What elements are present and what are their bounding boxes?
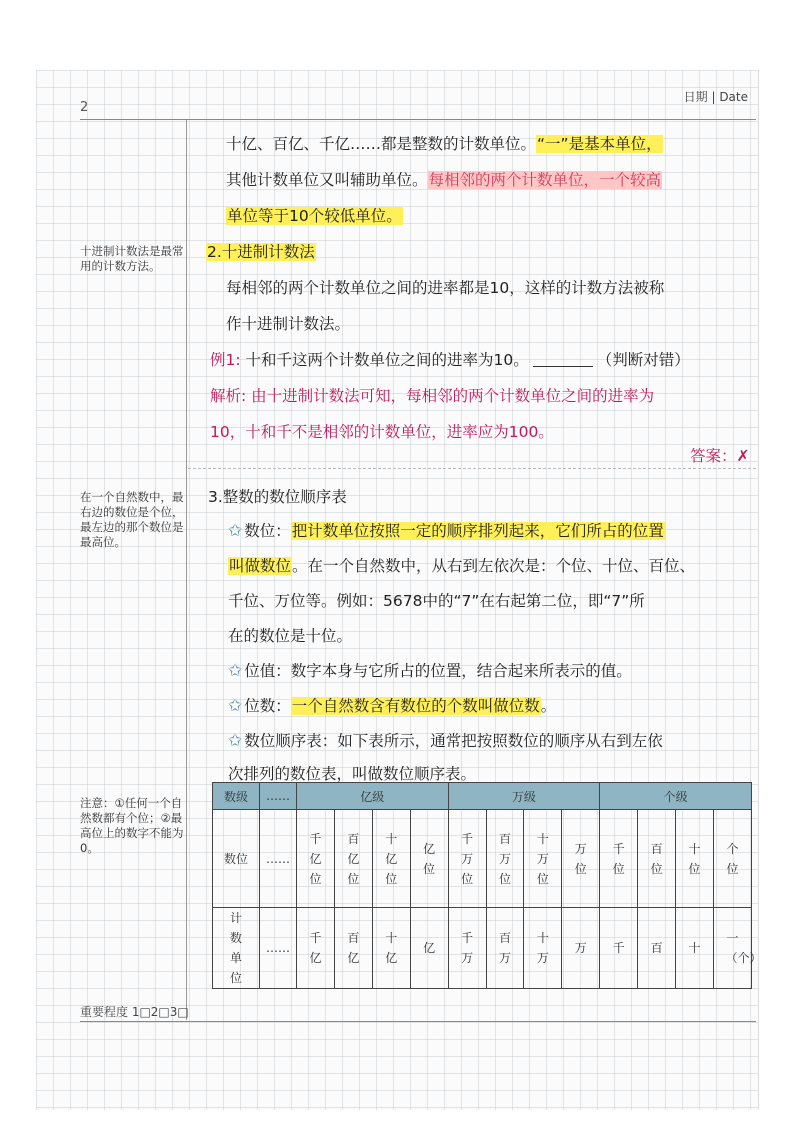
section-2-title-text: 2.十进制计数法 bbox=[207, 243, 315, 261]
example-label: 例1: bbox=[210, 351, 241, 369]
table-header-row bbox=[213, 783, 752, 810]
definition-order-table bbox=[228, 729, 663, 751]
definition-digit-place-4: 在的数位是十位。 bbox=[228, 627, 353, 645]
table-row bbox=[213, 810, 752, 908]
definition-place-value bbox=[228, 659, 632, 681]
answer-blank bbox=[533, 352, 593, 367]
definition-label: 数位： bbox=[244, 522, 291, 540]
star-icon: ✩ bbox=[228, 521, 243, 541]
margin-line bbox=[186, 120, 187, 1020]
para-1-highlight: “一”是基本单位， bbox=[537, 135, 662, 153]
date-label: 日期 | Date bbox=[683, 90, 748, 104]
order-table-text-1: 数位顺序表：如下表所示，通常把按照数位的顺序从右到左依 bbox=[244, 732, 663, 750]
definition-digit-place-3: 千位、万位等。例如：5678中的“7”在右起第二位，即“7”所 bbox=[228, 592, 645, 610]
section-divider bbox=[188, 468, 756, 469]
place-value-text: 位值：数字本身与它所占的位置，结合起来所表示的值。 bbox=[244, 662, 632, 680]
table-header-cell: 亿级 bbox=[297, 783, 449, 810]
definition-digit-count bbox=[228, 694, 556, 716]
table-cell: 百位 bbox=[638, 810, 676, 908]
para-1-text: 十亿、百亿、千亿……都是整数的计数单位。 bbox=[226, 135, 537, 153]
table-cell: 千位 bbox=[600, 810, 638, 908]
definition-digit-place bbox=[228, 519, 665, 541]
table-cell: 亿 bbox=[410, 908, 448, 989]
table-cell: 亿位 bbox=[410, 810, 448, 908]
star-icon: ✩ bbox=[228, 661, 243, 681]
table-cell: 百万位 bbox=[486, 810, 524, 908]
side-note-caution: 注意：①任何一个自然数都有个位；②最高位上的数字不能为0。 bbox=[80, 796, 184, 855]
place-value-table bbox=[212, 782, 762, 989]
definition-highlight: 把计数单位按照一定的顺序排列起来，它们所占的位置 bbox=[291, 522, 664, 540]
top-rule bbox=[80, 119, 756, 120]
row-label: 数位 bbox=[213, 810, 260, 908]
table-cell: 万位 bbox=[562, 810, 600, 908]
section-3-title: 3.整数的数位顺序表 bbox=[208, 488, 347, 506]
side-note-digits: 在一个自然数中，最右边的数位是个位，最左边的那个数位是最高位。 bbox=[80, 490, 184, 549]
para-3 bbox=[226, 204, 403, 226]
analysis-text-1: 由十进制计数法可知，每相邻的两个计数单位之间的进率为 bbox=[251, 387, 655, 405]
answer-text: 答案：✗ bbox=[690, 447, 750, 465]
table-header-cell: 个级 bbox=[600, 783, 752, 810]
table-cell: 千亿 bbox=[297, 908, 335, 989]
table-cell: 千亿位 bbox=[297, 810, 335, 908]
table-header-cell: 万级 bbox=[448, 783, 600, 810]
table-cell: 千 bbox=[600, 908, 638, 989]
section-2-line-1: 每相邻的两个计数单位之间的进率都是10，这样的计数方法被称 bbox=[226, 279, 665, 297]
table-cell: 万 bbox=[562, 908, 600, 989]
table-cell: 千万位 bbox=[448, 810, 486, 908]
digit-count-label: 位数： bbox=[244, 697, 291, 715]
para-2-highlight: 每相邻的两个计数单位，一个较高 bbox=[428, 171, 662, 189]
table-cell: 十万位 bbox=[524, 810, 562, 908]
table-cell: 百万 bbox=[486, 908, 524, 989]
para-3-highlight: 单位等于10个较低单位。 bbox=[227, 207, 402, 225]
definition-digit-place-2 bbox=[228, 554, 695, 576]
side-note-decimal: 十进制计数法是最常用的计数方法。 bbox=[80, 244, 184, 273]
analysis-line-1 bbox=[210, 384, 654, 406]
table-cell: 十 bbox=[676, 908, 714, 989]
table-cell: 十位 bbox=[676, 810, 714, 908]
table-cell: 百 bbox=[638, 908, 676, 989]
table-cell: 千万 bbox=[448, 908, 486, 989]
digit-count-highlight: 一个自然数含有数位的个数叫做位数 bbox=[291, 697, 540, 715]
table-cell: 百亿位 bbox=[334, 810, 372, 908]
table-cell: 个位 bbox=[713, 810, 751, 908]
star-icon: ✩ bbox=[228, 696, 243, 716]
definition-order-table-2: 次排列的数位表，叫做数位顺序表。 bbox=[228, 765, 477, 783]
digit-count-end: 。 bbox=[540, 697, 557, 715]
section-2-line-2: 作十进制计数法。 bbox=[226, 315, 351, 333]
para-1 bbox=[226, 132, 663, 154]
star-icon: ✩ bbox=[228, 731, 243, 751]
bottom-rule bbox=[80, 1021, 756, 1022]
analysis-label: 解析: bbox=[210, 387, 247, 405]
table-cell: 十亿 bbox=[372, 908, 410, 989]
table-header-cell: 数级 bbox=[213, 783, 260, 810]
example-text: 十和千这两个计数单位之间的进率为10。 bbox=[245, 351, 529, 369]
example-tail: （判断对错） bbox=[596, 351, 690, 369]
para-2-text: 其他计数单位又叫辅助单位。 bbox=[226, 171, 428, 189]
definition-rest: 。在一个自然数中，从右到左依次是：个位、十位、百位、 bbox=[292, 557, 696, 575]
row-label: 计数单位 bbox=[213, 908, 260, 989]
para-2 bbox=[226, 168, 662, 190]
table-cell: 十万 bbox=[524, 908, 562, 989]
table-cell: 十亿位 bbox=[372, 810, 410, 908]
table-cell: …… bbox=[260, 810, 297, 908]
section-2-title bbox=[206, 240, 316, 262]
page-number: 2 bbox=[80, 100, 89, 115]
table-cell: 百亿 bbox=[334, 908, 372, 989]
table-cell: …… bbox=[260, 908, 297, 989]
table-header-cell: …… bbox=[260, 783, 297, 810]
example-1 bbox=[210, 348, 690, 370]
analysis-line-2: 10，十和千不是相邻的计数单位，进率应为100。 bbox=[210, 423, 554, 441]
table-cell: 一（个） bbox=[713, 908, 751, 989]
table-row bbox=[213, 908, 752, 989]
importance-rating: 重要程度 1□2□3□ bbox=[80, 1005, 189, 1019]
definition-highlight-2: 叫做数位 bbox=[229, 557, 292, 575]
